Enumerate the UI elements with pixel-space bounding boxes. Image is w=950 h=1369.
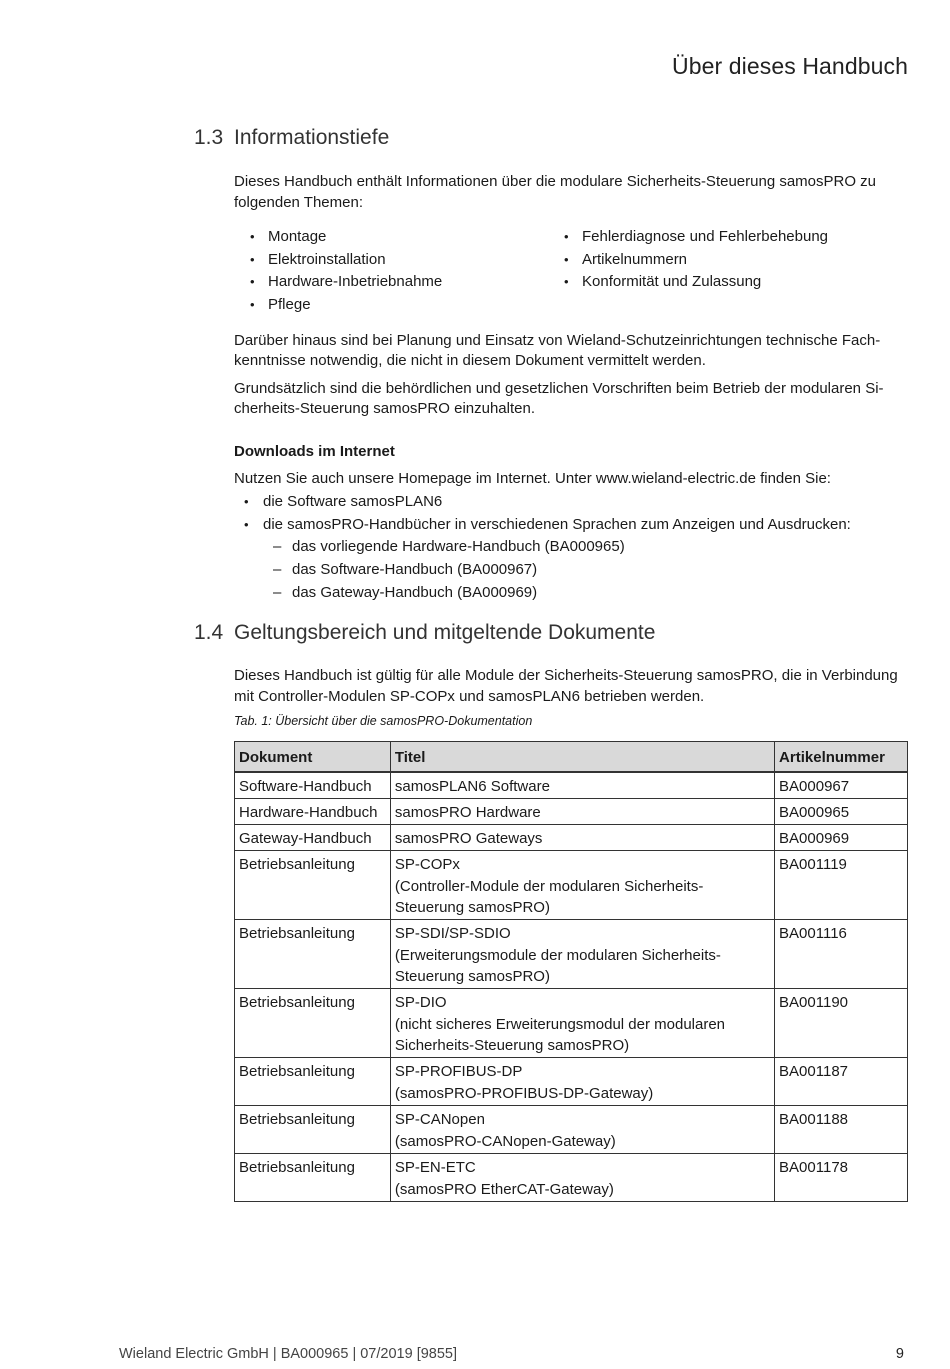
list-item: • Elektroinstallation <box>250 249 564 272</box>
intro-paragraph: Dieses Handbuch ist gültig für alle Module der Sicherheits-Steuerung samosPRO, die in Verbindung mit Controller-Modulen SP-COPx und samosPLAN6 betrieben werden. <box>234 667 898 705</box>
footer-text: Wieland Electric GmbH | BA000965 | 07/2019 [9855] <box>119 1346 458 1362</box>
list-item: • die samosPRO-Handbücher in verschiedenen Sprachen zum Anzeigen und Ausdrucken: <box>244 514 908 537</box>
topics-column-1 <box>250 226 564 317</box>
section-title: Geltungsbereich und mitgeltende Dokumente <box>234 621 656 644</box>
topics-list <box>234 226 908 317</box>
title-text: samosPRO Gateways <box>394 830 543 847</box>
list-item: – das vorliegende Hardware-Handbuch (BA000965) <box>273 536 908 559</box>
list-item: – das Software-Handbuch (BA000967) <box>273 559 908 582</box>
title-text: samosPRO Hardware <box>394 804 541 821</box>
list-item: • Konformität und Zulassung <box>564 271 828 294</box>
title-description: (samosPRO EtherCAT-Gateway) <box>394 1181 614 1198</box>
paragraph: Grundsätzlich sind die behördlichen und gesetzlichen Vorschriften beim Betrieb der modularen Si-cherheits-Steuerung samosPRO einzuhalten. <box>234 379 884 418</box>
column-header: Dokument <box>235 741 391 772</box>
table-row <box>235 920 908 989</box>
cell-document: Betriebsanleitung <box>235 1106 391 1154</box>
downloads-intro: Nutzen Sie auch unsere Homepage im Internet. Unter www.wieland-electric.de finden Sie: <box>234 470 831 488</box>
column-header: Titel <box>390 741 774 772</box>
cell-article-number: BA000965 <box>775 799 908 825</box>
cell-title <box>390 1058 774 1106</box>
cell-title <box>390 989 774 1058</box>
section-1-3-body <box>234 172 908 604</box>
cell-document: Betriebsanleitung <box>235 920 391 989</box>
cell-article-number: BA001178 <box>775 1154 908 1202</box>
cell-title <box>390 799 774 825</box>
table-row <box>235 1154 908 1202</box>
documentation-table <box>234 741 908 1203</box>
cell-article-number: BA000967 <box>775 772 908 799</box>
table-body <box>235 772 908 1202</box>
cell-title <box>390 825 774 851</box>
table-row <box>235 989 908 1058</box>
list-item: • Pflege <box>250 294 564 317</box>
cell-document: Betriebsanleitung <box>235 1154 391 1202</box>
list-item: – das Gateway-Handbuch (BA000969) <box>273 582 908 605</box>
paragraph: Darüber hinaus sind bei Planung und Einsatz von Wieland-Schutzeinrichtungen technische Fach-kenntnisse notwendig, die nicht in diesem Dokument vermittelt werden. <box>234 331 881 370</box>
title-description: (samosPRO-CANopen-Gateway) <box>394 1133 616 1150</box>
title-text: SP-CANopen <box>394 1111 485 1128</box>
manuals-list <box>273 536 908 604</box>
table-caption: Tab. 1: Übersicht über die samosPRO-Dokumentation <box>234 714 533 728</box>
intro-paragraph: Dieses Handbuch enthält Informationen über die modulare Sicherheits-Steuerung samosPRO zu folgenden Themen: <box>234 173 877 211</box>
title-text: SP-SDI/SP-SDIO <box>394 925 511 942</box>
cell-article-number: BA001116 <box>775 920 908 989</box>
table-row <box>235 772 908 799</box>
page-number: 9 <box>895 1346 904 1362</box>
title-description: (samosPRO-PROFIBUS-DP-Gateway) <box>394 1085 654 1102</box>
cell-title <box>390 920 774 989</box>
list-item: • Fehlerdiagnose und Fehlerbehebung <box>564 226 828 249</box>
section-number: 1.3 <box>194 126 224 149</box>
cell-article-number: BA001190 <box>775 989 908 1058</box>
cell-title <box>390 1106 774 1154</box>
table-row <box>235 1058 908 1106</box>
title-description: (Controller-Module der modularen Sicherheits-Steuerung samosPRO) <box>394 878 704 916</box>
section-number: 1.4 <box>194 621 224 644</box>
downloads-heading: Downloads im Internet <box>234 442 395 460</box>
title-description: (nicht sicheres Erweiterungsmodul der modularen Sicherheits-Steuerung samosPRO) <box>394 1016 726 1054</box>
table-row <box>235 825 908 851</box>
section-1-4-body <box>234 666 908 1202</box>
cell-document: Gateway-Handbuch <box>235 825 391 851</box>
cell-article-number: BA001119 <box>775 851 908 920</box>
cell-document: Software-Handbuch <box>235 772 391 799</box>
title-text: SP-DIO <box>394 994 447 1011</box>
title-text: samosPLAN6 Software <box>394 778 550 795</box>
list-item: • Montage <box>250 226 564 249</box>
list-item: • Artikelnummern <box>564 249 828 272</box>
section-heading-1-4 <box>194 621 655 645</box>
topics-column-2 <box>564 226 828 317</box>
table-row <box>235 851 908 920</box>
cell-document: Betriebsanleitung <box>235 989 391 1058</box>
cell-title <box>390 772 774 799</box>
cell-document: Betriebsanleitung <box>235 1058 391 1106</box>
title-text: SP-COPx <box>394 856 460 873</box>
cell-article-number: BA000969 <box>775 825 908 851</box>
title-text: SP-EN-ETC <box>394 1159 476 1176</box>
title-text: SP-PROFIBUS-DP <box>394 1063 523 1080</box>
cell-title <box>390 851 774 920</box>
downloads-list <box>244 491 908 536</box>
table-row <box>235 1106 908 1154</box>
title-description: (Erweiterungsmodule der modularen Sicherheits-Steuerung samosPRO) <box>394 947 721 985</box>
column-header: Artikelnummer <box>775 741 908 772</box>
cell-document: Betriebsanleitung <box>235 851 391 920</box>
cell-article-number: BA001188 <box>775 1106 908 1154</box>
table-header-row <box>235 741 908 772</box>
page-header-title: Über dieses Handbuch <box>672 53 908 79</box>
cell-title <box>390 1154 774 1202</box>
cell-document: Hardware-Handbuch <box>235 799 391 825</box>
list-item: • die Software samosPLAN6 <box>244 491 908 514</box>
list-item: • Hardware-Inbetriebnahme <box>250 271 564 294</box>
cell-article-number: BA001187 <box>775 1058 908 1106</box>
table-row <box>235 799 908 825</box>
section-title: Informationstiefe <box>234 126 390 149</box>
section-heading-1-3 <box>194 126 389 150</box>
